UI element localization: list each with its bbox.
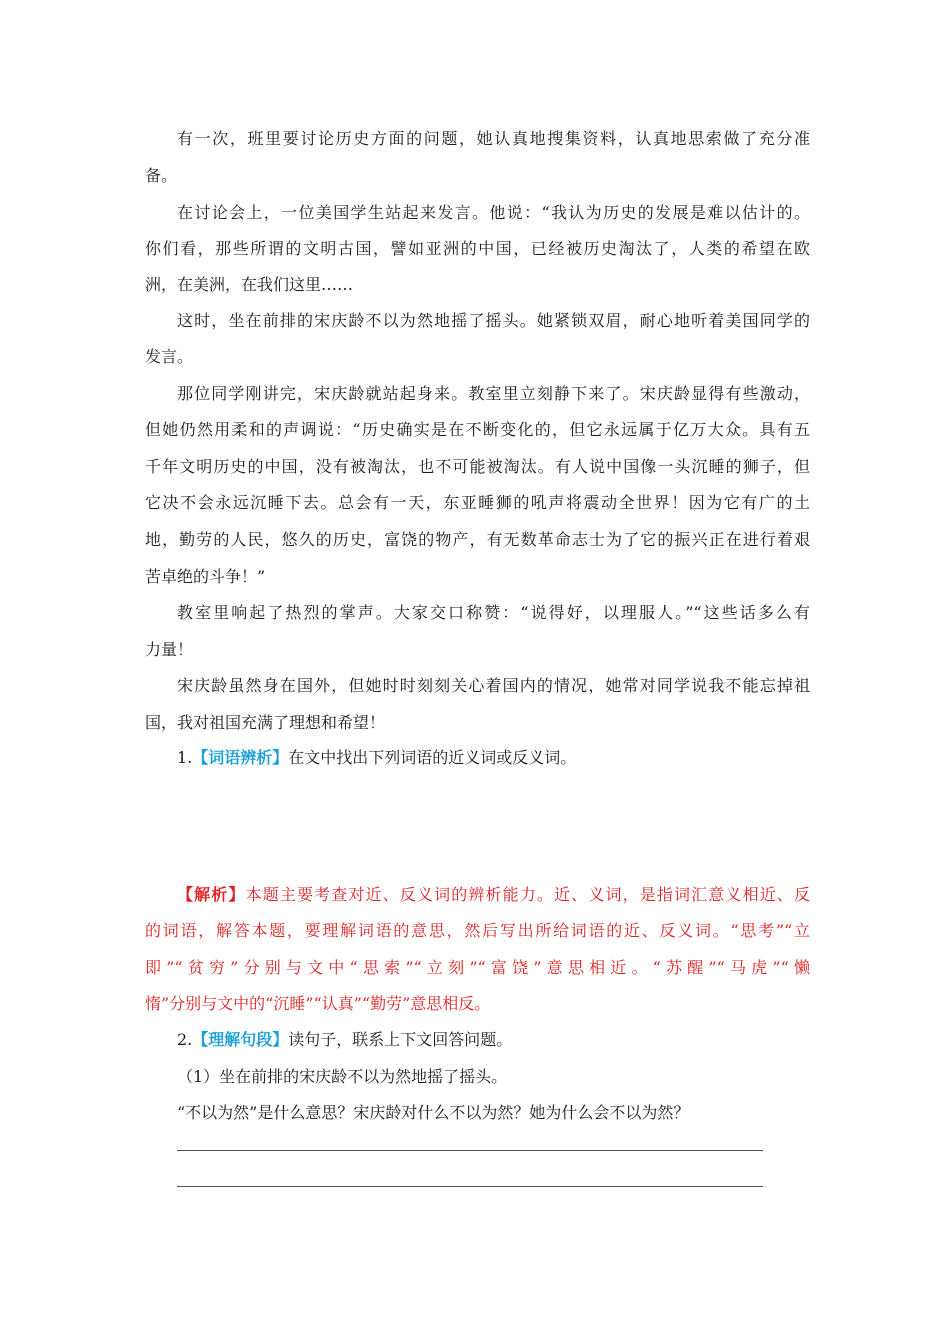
passage-line: 宋庆龄虽然身在国外，但她时时刻刻关心着国内的情况，她常对同学说我不能忘掉祖 bbox=[177, 676, 810, 695]
question-prompt: 在文中找出下列词语的近义词或反义词。 bbox=[288, 748, 577, 767]
question-tag: 【理解句段】 bbox=[192, 1030, 289, 1049]
passage-line: 国，我对祖国充满了理想和希望！ bbox=[145, 713, 386, 732]
passage-line: 苦卓绝的斗争！” bbox=[145, 567, 266, 586]
passage-line: 它决不会永远沉睡下去。总会有一天，东亚睡狮的吼声将震动全世界！因为它有广的土 bbox=[145, 493, 810, 512]
analysis-label: 【解析】 bbox=[177, 885, 246, 904]
sub-question-sentence: （1）坐在前排的宋庆龄不以为然地摇了摇头。 bbox=[177, 1067, 508, 1086]
answer-blank-line[interactable] bbox=[177, 1186, 763, 1187]
question-1-heading bbox=[177, 747, 810, 769]
question-number: 2. bbox=[177, 1030, 193, 1049]
passage-line: 教室里响起了热烈的掌声。大家交口称赞：“说得好，以理服人。”“这些话多么有 bbox=[177, 603, 810, 622]
analysis-line: 的词语，解答本题，要理解词语的意思，然后写出所给词语的近、反义词。“思考”“立 bbox=[145, 921, 810, 940]
passage-line: 力量！ bbox=[145, 640, 194, 659]
passage-line: 有一次，班里要讨论历史方面的问题，她认真地搜集资料，认真地思索做了充分准 bbox=[177, 129, 810, 148]
passage-line: 这时，坐在前排的宋庆龄不以为然地摇了摇头。她紧锁双眉，耐心地听着美国同学的 bbox=[177, 311, 810, 330]
analysis-line: 惰”分别与文中的“沉睡”“认真”“勤劳”意思相反。 bbox=[145, 994, 491, 1013]
passage-line: 但她仍然用柔和的声调说：“历史确实是在不断变化的，但它永远属于亿万大众。具有五 bbox=[145, 420, 810, 439]
passage-line: 发言。 bbox=[145, 347, 194, 366]
passage-line: 千年文明历史的中国，没有被淘汰，也不可能被淘汰。有人说中国像一头沉睡的狮子，但 bbox=[145, 457, 810, 476]
passage-line: 地，勤劳的人民，悠久的历史，富饶的物产，有无数革命志士为了它的振兴正在进行着艰 bbox=[145, 530, 810, 549]
passage-line: 你们看，那些所谓的文明古国，譬如亚洲的中国，已经被历史淘汰了，人类的希望在欧 bbox=[145, 239, 810, 258]
analysis-line: 【解析】本题主要考查对近、反义词的辨析能力。近、义词，是指词汇意义相近、反 bbox=[177, 885, 810, 904]
question-2-heading bbox=[177, 1029, 810, 1051]
question-number: 1. bbox=[177, 748, 193, 767]
question-prompt: 读句子，联系上下文回答问题。 bbox=[288, 1030, 513, 1049]
passage-line: 洲，在美洲，在我们这里…… bbox=[145, 275, 354, 294]
passage-line: 备。 bbox=[145, 166, 178, 185]
question-tag: 【词语辨析】 bbox=[192, 748, 289, 767]
passage-line: 那位同学刚讲完，宋庆龄就站起身来。教室里立刻静下来了。宋庆龄显得有些激动， bbox=[177, 384, 810, 403]
sub-question-prompt: “不以为然”是什么意思？宋庆龄对什么不以为然？她为什么会不以为然？ bbox=[177, 1103, 690, 1122]
analysis-line: 即”“贫穷”分别与文中“思索”“立刻”“富饶”意思相近。“苏醒”“马虎”“懒 bbox=[145, 958, 810, 977]
passage-line: 在讨论会上，一位美国学生站起来发言。他说：“我认为历史的发展是难以估计的。 bbox=[177, 203, 810, 222]
answer-blank-line[interactable] bbox=[177, 1150, 763, 1151]
